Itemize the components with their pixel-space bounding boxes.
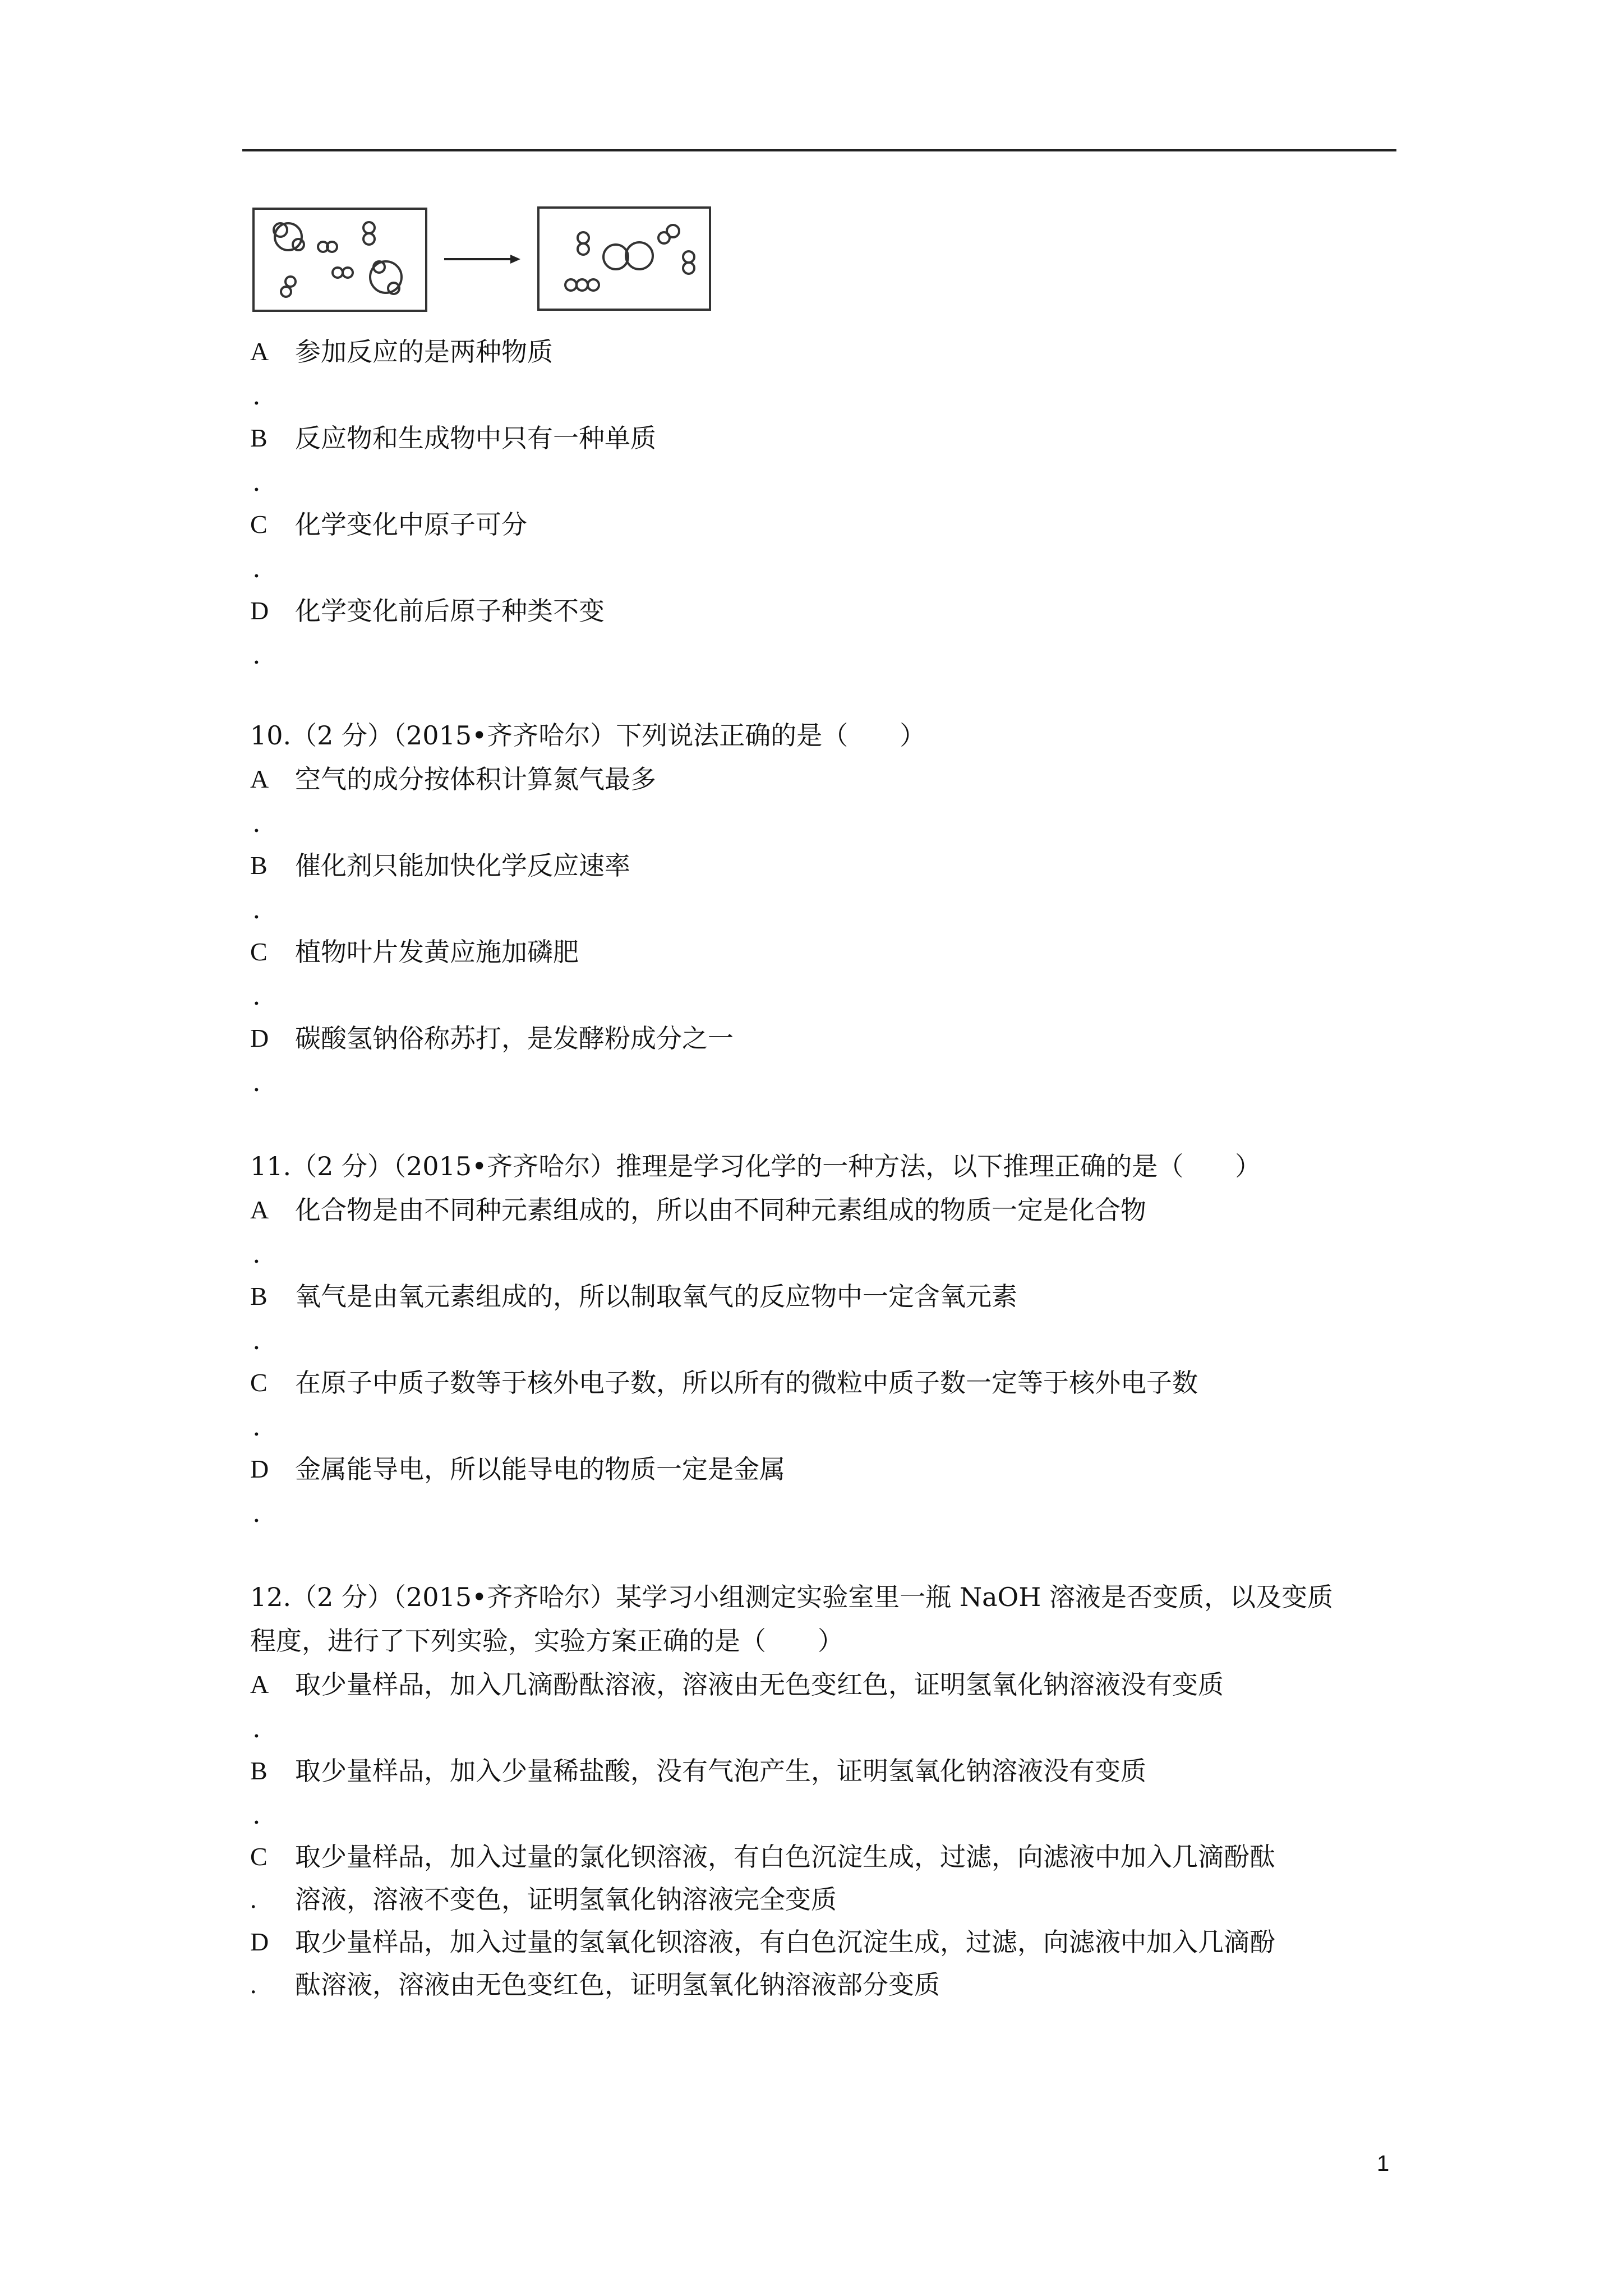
page-number: 1: [1377, 2151, 1390, 2176]
q12-stem-line1: 12.（2 分）（2015•齐齐哈尔）某学习小组测定实验室里一瓶 NaOH 溶液是否变质，以及变质: [250, 1582, 1333, 1612]
option-dot: .: [252, 1067, 261, 1097]
q10-option-d[interactable]: D 碳酸氢钠俗称苏打，是发酵粉成分之一: [250, 1023, 734, 1053]
q12-option-c[interactable]: C . 取少量样品，加入过量的氯化钡溶液，有白色沉淀生成，过滤，向滤液中加入几滴酚酞 溶液，溶液不变色，证明氢氧化钠溶液完全变质: [250, 1835, 1405, 1921]
q9-option-a[interactable]: A 参加反应的是两种物质: [250, 337, 553, 367]
option-dot: .: [252, 981, 261, 1011]
q10-stem: 10.（2 分）（2015•齐齐哈尔）下列说法正确的是（ ）: [250, 720, 926, 751]
q10-option-a[interactable]: A 空气的成分按体积计算氮气最多: [250, 764, 656, 794]
header-rule: [242, 149, 1396, 151]
q11-option-c[interactable]: C 在原子中质子数等于核外电子数，所以所有的微粒中质子数一定等于核外电子数: [250, 1368, 1198, 1398]
question-9: [250, 330, 1405, 675]
option-dot: .: [252, 639, 261, 670]
q11-option-a[interactable]: A 化合物是由不同种元素组成的，所以由不同种元素组成的物质一定是化合物: [250, 1195, 1146, 1225]
q11-stem: 11.（2 分）（2015•齐齐哈尔）推理是学习化学的一种方法，以下推理正确的是（ ）: [250, 1151, 1261, 1181]
q9-option-b[interactable]: B 反应物和生成物中只有一种单质: [250, 423, 656, 453]
q9-option-c[interactable]: C 化学变化中原子可分: [250, 509, 527, 540]
question-12: [250, 1575, 1405, 2006]
option-dot: .: [252, 553, 261, 583]
q12-option-d[interactable]: D . 取少量样品，加入过量的氢氧化钡溶液，有白色沉淀生成，过滤，向滤液中加入几滴酚 酞溶液，溶液由无色变红色，证明氢氧化钠溶液部分变质: [250, 1921, 1405, 2006]
q10-option-b[interactable]: B 催化剂只能加快化学反应速率: [250, 850, 630, 881]
question-10: [250, 714, 1405, 1103]
option-dot: .: [252, 1713, 261, 1743]
option-dot: .: [252, 808, 261, 838]
option-dot: .: [252, 1325, 261, 1355]
option-dot: .: [252, 894, 261, 924]
option-dot: .: [250, 1970, 257, 1999]
q9-option-d[interactable]: D 化学变化前后原子种类不变: [250, 596, 605, 626]
option-dot: .: [252, 467, 261, 497]
option-dot: .: [252, 1411, 261, 1442]
q12-option-b[interactable]: B 取少量样品，加入少量稀盐酸，没有气泡产生，证明氢氧化钠溶液没有变质: [250, 1756, 1146, 1786]
reaction-arrow: [444, 255, 520, 264]
q12-option-a[interactable]: A 取少量样品，加入几滴酚酞溶液，溶液由无色变红色，证明氢氧化钠溶液没有变质: [250, 1669, 1224, 1700]
option-dot: .: [252, 1498, 261, 1528]
q12-stem-line2: 程度，进行了下列实验，实验方案正确的是（ ）: [250, 1626, 843, 1656]
option-dot: .: [252, 380, 261, 411]
option-dot: .: [252, 1239, 261, 1269]
question-11: [250, 1144, 1405, 1534]
q11-option-d[interactable]: D 金属能导电，所以能导电的物质一定是金属: [250, 1454, 785, 1484]
q10-option-c[interactable]: C 植物叶片发黄应施加磷肥: [250, 937, 579, 967]
reaction-diagram: [247, 203, 723, 322]
q11-option-b[interactable]: B 氧气是由氧元素组成的，所以制取氧气的反应物中一定含氧元素: [250, 1281, 1017, 1312]
option-dot: .: [252, 1800, 261, 1830]
option-dot: .: [250, 1885, 257, 1913]
